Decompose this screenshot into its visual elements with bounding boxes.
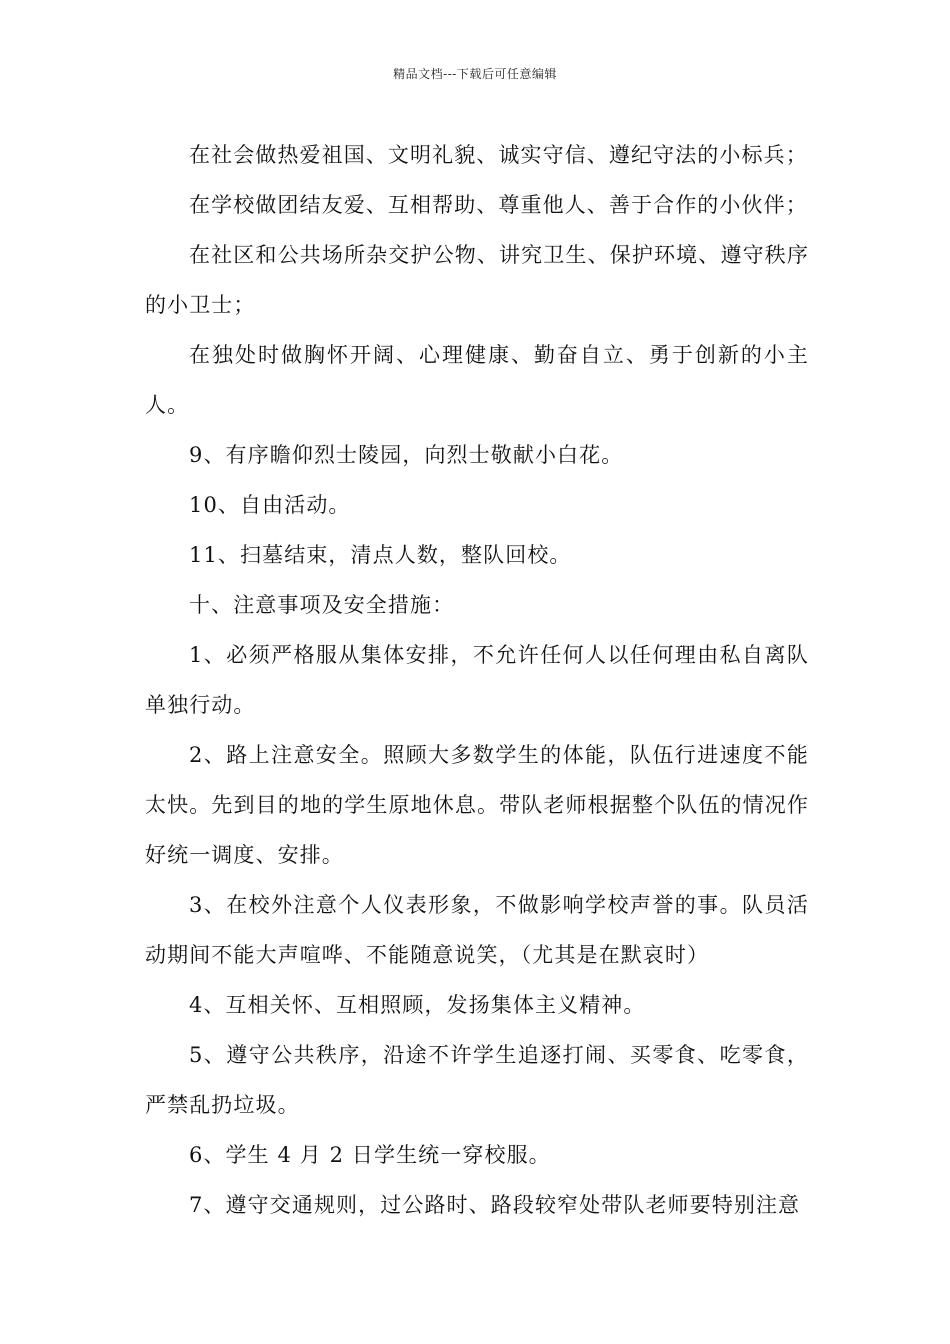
paragraph: 在社区和公共场所杂交护公物、讲究卫生、保护环境、遵守秩序的小卫士； bbox=[145, 243, 809, 317]
paragraph: 在学校做团结友爱、互相帮助、尊重他人、善于合作的小伙伴； bbox=[189, 193, 808, 217]
paragraph: 3、在校外注意个人仪表形象，不做影响学校声誉的事。队员活动期间不能大声喧哗、不能随意说笑，（尤其是在默哀时） bbox=[145, 893, 809, 967]
paragraph: 11、扫墓结束，清点人数，整队回校。 bbox=[189, 543, 572, 567]
paragraph: 9、有序瞻仰烈士陵园，向烈士敬献小白花。 bbox=[189, 443, 624, 467]
paragraph: 1、必须严格服从集体安排，不允许任何人以任何理由私自离队单独行动。 bbox=[145, 643, 809, 717]
paragraph: 5、遵守公共秩序，沿途不许学生追逐打闹、买零食、吃零食，严禁乱扔垃圾。 bbox=[145, 1043, 809, 1117]
paragraph: 4、互相关怀、互相照顾，发扬集体主义精神。 bbox=[189, 993, 646, 1017]
paragraph: 在社会做热爱祖国、文明礼貌、诚实守信、遵纪守法的小标兵； bbox=[189, 143, 808, 167]
page-header: 精品文档---下载后可任意编辑 bbox=[393, 67, 557, 81]
paragraph: 在独处时做胸怀开阔、心理健康、勤奋自立、勇于创新的小主人。 bbox=[145, 343, 809, 417]
paragraph: 10、自由活动。 bbox=[189, 493, 351, 517]
paragraph: 7、遵守交通规则，过公路时、路段较窄处带队老师要特别注意 bbox=[189, 1193, 801, 1217]
section-heading: 十、注意事项及安全措施： bbox=[189, 593, 455, 617]
paragraph: 2、路上注意安全。照顾大多数学生的体能，队伍行进速度不能太快。先到目的地的学生原地休息。带队老师根据整个队伍的情况作好统一调度、安排。 bbox=[145, 743, 809, 867]
document-body bbox=[145, 130, 809, 1230]
paragraph: 6、学生 4 月 2 日学生统一穿校服。 bbox=[189, 1143, 551, 1167]
